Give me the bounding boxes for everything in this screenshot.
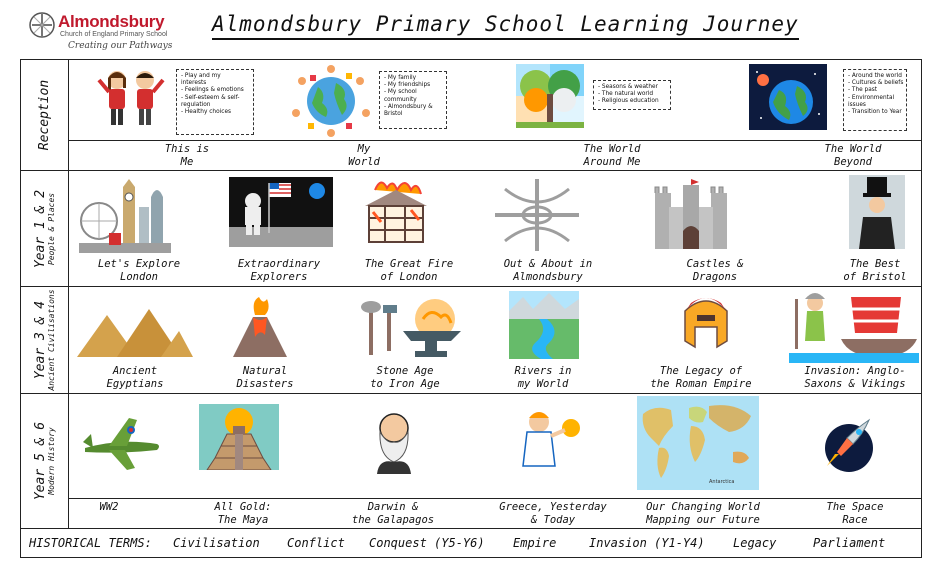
- astronaut-icon: [229, 177, 333, 247]
- row-label-main: Year 1 & 2: [32, 189, 48, 268]
- topic-line: Mapping our Future: [646, 514, 760, 526]
- term-item: Parliament: [813, 536, 886, 550]
- topic-line: Let's Explore: [97, 258, 181, 270]
- row-label: [21, 60, 69, 170]
- bullet-item: community: [384, 96, 417, 103]
- topic-title: [473, 365, 613, 391]
- bullet-item: - The past: [848, 87, 878, 94]
- topic-line: The Legacy of: [659, 365, 743, 377]
- terms-label: HISTORICAL TERMS:: [29, 536, 152, 550]
- topic-title: [294, 143, 434, 169]
- historical-terms-bar: [20, 528, 922, 558]
- topic-title: [633, 501, 773, 527]
- topic-line: The Best: [849, 258, 901, 270]
- school-name: Almondsbury: [58, 12, 165, 31]
- seasons-tree-icon: [516, 64, 584, 128]
- topic-line: Beyond: [834, 156, 872, 168]
- term-item: Empire: [513, 536, 557, 550]
- topic-title: [785, 365, 925, 391]
- topic-line: the Galapagos: [351, 514, 435, 526]
- spitfire-icon: [79, 414, 163, 472]
- earth-space-icon: [749, 64, 827, 130]
- viking-ship-icon: [789, 289, 919, 363]
- topic-line: Me: [180, 156, 194, 168]
- bullet-item: - Play and my: [181, 73, 221, 79]
- volcano-icon: [229, 295, 291, 357]
- world-map-icon: [637, 396, 759, 490]
- bullet-item: - Transition to Year: [848, 109, 902, 116]
- topic-title: [195, 365, 335, 391]
- topic-line: Rivers in: [514, 365, 572, 377]
- topic-title: [483, 501, 623, 527]
- learning-journey-grid: [20, 59, 922, 529]
- row-label-main: Year 3 & 4: [32, 300, 48, 380]
- greek-child-icon: [509, 406, 583, 480]
- row-label: [21, 287, 69, 393]
- bullet-item: - Self-esteem & self-: [181, 94, 240, 101]
- topic-title: [209, 258, 349, 284]
- topic-line: of London: [380, 271, 438, 283]
- brunel-icon: [849, 175, 905, 249]
- topic-line: Dragons: [692, 271, 738, 283]
- bullet-item: - My school: [384, 89, 417, 96]
- topic-line: Around Me: [583, 156, 641, 168]
- london-landmarks-icon: [79, 177, 171, 253]
- row-year-5-6: [21, 394, 921, 528]
- rocket-icon: [823, 414, 885, 474]
- topic-line: Ancient: [112, 365, 158, 377]
- topic-line: Race: [842, 514, 868, 526]
- topic-title: [645, 258, 785, 284]
- term-item: Civilisation: [173, 536, 260, 550]
- topic-title: [69, 258, 209, 284]
- topic-title: [335, 365, 475, 391]
- topic-line: This is: [164, 143, 210, 155]
- school-motto: Creating our Pathways: [68, 41, 173, 51]
- bullet-item: Bristol: [384, 111, 403, 118]
- topic-line: Natural: [242, 365, 288, 377]
- row-reception: [21, 60, 921, 171]
- topic-title: [173, 501, 313, 527]
- bullet-item: - Environmental: [848, 94, 895, 101]
- bullet-box: [379, 71, 447, 129]
- bullet-box: [843, 69, 907, 131]
- bullet-item: - Feelings & emotions: [181, 87, 244, 94]
- topic-line: Extraordinary: [237, 258, 321, 270]
- topic-line: The Space: [826, 501, 884, 513]
- school-subtitle: Church of England Primary School: [60, 31, 168, 38]
- topic-line: World: [348, 156, 380, 168]
- road-junction-icon: [495, 179, 579, 251]
- topic-line: The Great Fire: [364, 258, 454, 270]
- globe-people-icon: [290, 63, 372, 139]
- row-year-1-2: [21, 171, 921, 287]
- bullet-item: - Healthy choices: [181, 109, 232, 116]
- pyramids-icon: [77, 305, 193, 357]
- term-item: Legacy: [733, 536, 777, 550]
- bullet-box: [176, 69, 254, 135]
- topic-line: Disasters: [236, 378, 294, 390]
- topic-title: [805, 258, 939, 284]
- topic-line: to Iron Age: [370, 378, 440, 390]
- page-title: Almondsbury Primary School Learning Journey: [212, 12, 799, 40]
- bullet-box: [593, 80, 671, 110]
- topic-title: [65, 365, 205, 391]
- topic-line: Egyptians: [106, 378, 164, 390]
- bullet-item: - Almondsbury &: [384, 103, 433, 110]
- topic-line: Darwin &: [367, 501, 419, 513]
- anvil-tools-icon: [357, 295, 465, 361]
- topic-line: All Gold:: [214, 501, 272, 513]
- topic-title: [339, 258, 479, 284]
- topic-line: London: [120, 271, 158, 283]
- bullet-item: - Around the world: [848, 73, 902, 79]
- topic-title: [542, 143, 682, 169]
- topic-line: of Bristol: [843, 271, 907, 283]
- bullet-item: - Religious education: [598, 98, 659, 105]
- topic-line: The World: [583, 143, 641, 155]
- topic-line: Greece, Yesterday: [499, 501, 607, 513]
- row-label-main: Year 5 & 6: [32, 421, 48, 501]
- term-item: Conflict: [287, 536, 345, 550]
- row-label-sub: Modern History: [46, 427, 56, 495]
- topic-line: Saxons & Vikings: [804, 378, 906, 390]
- topic-title: [785, 501, 925, 527]
- topic-line: WW2: [99, 501, 119, 513]
- row-label: [21, 171, 69, 286]
- topic-title: [631, 365, 771, 391]
- bullet-item: - My friendships: [384, 82, 431, 89]
- topic-title: [323, 501, 463, 527]
- bullet-item: - Seasons & weather: [598, 84, 658, 90]
- darwin-icon: [359, 404, 429, 474]
- topic-line: my World: [517, 378, 569, 390]
- logo-cross-icon: [28, 10, 56, 40]
- topic-line: Explorers: [250, 271, 308, 283]
- bullet-item: interests: [181, 80, 207, 87]
- bullet-item: - My family: [384, 75, 417, 81]
- topic-line: The World: [824, 143, 882, 155]
- topic-line: The Maya: [217, 514, 269, 526]
- row-year-3-4: [21, 287, 921, 394]
- topic-title: [117, 143, 257, 169]
- maya-pyramid-icon: [199, 404, 279, 470]
- bullet-item: issues: [848, 101, 866, 108]
- term-item: Conquest (Y5-Y6): [369, 536, 485, 550]
- bullet-item: - Cultures & beliefs: [848, 80, 904, 87]
- term-item: Invasion (Y1-Y4): [589, 536, 705, 550]
- row-label-sub: Ancient Civilisations: [46, 289, 56, 391]
- topic-line: My: [357, 143, 371, 155]
- roman-helmet-icon: [675, 291, 737, 359]
- map-caption: Antarctica: [709, 479, 735, 485]
- school-logo: [28, 10, 188, 58]
- row-label-main: Reception: [36, 79, 52, 151]
- fire-house-icon: [355, 176, 437, 248]
- row-divider: [69, 498, 921, 499]
- topic-line: & Today: [530, 514, 576, 526]
- river-icon: [509, 291, 579, 359]
- children-icon: [95, 66, 167, 132]
- topic-line: Our Changing World: [646, 501, 760, 513]
- bullet-item: - The natural world: [598, 91, 654, 98]
- row-divider: [69, 140, 921, 141]
- topic-line: Almondsbury: [513, 271, 583, 283]
- topic-title: [783, 143, 923, 169]
- topic-line: the Roman Empire: [650, 378, 752, 390]
- topic-line: Castles &: [686, 258, 744, 270]
- topic-title: [39, 501, 179, 514]
- row-label-sub: People & Places: [46, 192, 56, 265]
- topic-line: Stone Age: [376, 365, 434, 377]
- topic-line: Invasion: Anglo-: [804, 365, 906, 377]
- topic-title: [478, 258, 618, 284]
- topic-line: Out & About in: [503, 258, 593, 270]
- castle-icon: [649, 179, 733, 249]
- bullet-item: regulation: [181, 101, 211, 108]
